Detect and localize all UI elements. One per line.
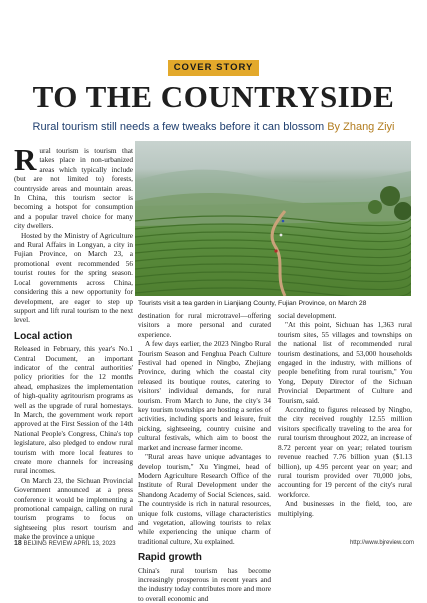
byline: By Zhang Ziyi: [327, 121, 395, 133]
column-2: [138, 311, 271, 603]
column-1: [14, 142, 133, 542]
photo-illustration: [135, 141, 411, 296]
col2-para-4: China's rural tourism has become increasingly prosperous in recent years and the industry today contributes more and more to overall economic and: [138, 565, 271, 603]
page-footer: [14, 540, 414, 550]
drop-cap: R: [14, 142, 37, 177]
footer-publication: BEIJING REVIEW APRIL 13, 2023: [23, 541, 116, 547]
col3-para-1: social development.: [278, 311, 337, 320]
col2-para-1: destination for rural microtravel—offering visitors a more personal and curated experience.: [138, 311, 271, 339]
col2-para-3: "Rural areas have unique advantages to develop tourism," Xu Yingmei, head of Modern Agriculture Research Office of the Institute of Rural Development under the Shandong Academy of Social Sciences, said. The countryside is rich in natural resources, unique folk customs, village characteristics and vegetation, allowing tourists to relax while experiencing the unique charm of traditional culture, Xu explained.: [138, 452, 271, 546]
subhead-text: Rural tourism still needs a few tweaks before it can blossom: [32, 121, 325, 133]
heading-local-action: Local action: [14, 330, 73, 342]
col1-para-1: [14, 142, 133, 231]
page-number: 18: [14, 540, 22, 547]
tea-garden-photo: [135, 141, 411, 296]
section-banner: COVER STORY: [168, 60, 259, 76]
col3-para-4: And businesses in the field, too, are multiplying.: [278, 499, 412, 518]
col3-para-2: "At this point, Sichuan has 1,363 rural tourism sites, 55 villages and townships on the national list of recommended rural tourism destinations, and 53,000 households engaged in the industry, with millions of people benefiting from rural tourism," You Yong, Deputy Director of the Sichuan Provincial Department of Culture and Tourism, said.: [278, 320, 412, 405]
col2-para-2: A few days earlier, the 2023 Ningbo Rural Tourism Season and Fenghua Peach Culture Festival had opened in Ningbo, Zhejiang Province, during which the coastal city released its boutique routes, catering to visitors' individual demands, for rural tourism. From March to June, the city's 34 key tourism townships are hosting a series of activities, including sports and leisure, fruit picking, sightseeing, country cuisine and cultural festivals, which aim to boost the market and increase farmer income.: [138, 339, 271, 452]
col1-para-1-text: ural tourism is tourism that takes place in non-urbanized areas which typically include (but are not limited to) forests, countryside areas and mountain areas. In China, this tourism sector is becoming a hotspot for consumption and a popular travel choice for many city dwellers.: [14, 146, 133, 231]
footer-url[interactable]: http://www.bjreview.com: [349, 540, 414, 546]
headline: TO THE COUNTRYSIDE: [32, 79, 395, 114]
column-3: [278, 311, 412, 518]
col3-para-3: According to figures released by Ningbo, the city received roughly 12.55 million visitors specifically traveling to the area for rural tourism throughout 2022, an increase of 8.72 percent year on year; related tourism revenue reached 7.76 billion yuan ($1.13 billion), up 4.95 percent year on year; and rural tourism provided over 70,000 jobs, accounting for 19 percent of the city's rural workforce.: [278, 405, 412, 499]
col1-para-4: On March 23, the Sichuan Provincial Government announced at a press conference it would be implementing a promotional campaign, calling on rural tourism programs to focus on sightseeing plus resort tourism and make the province a unique: [14, 475, 133, 542]
col1-para-2: Hosted by the Ministry of Agriculture and Rural Affairs in Longyan, a city in Fujian Province, on March 23, a promotional event recommended 56 tourist routes for the spring season. Local governments across China, considering this a new opportunity for development, are eager to step up support and lift rural tourism to the next level.: [14, 230, 133, 325]
subhead: [0, 121, 427, 133]
heading-rapid-growth: Rapid growth: [138, 552, 202, 564]
col1-para-3: Released in February, this year's No.1 Central Document, an important indicator of the central authorities' policy priorities for the 12 months ahead, emphasizes the implementation of high-quality agritourism programs as well as the upgrade of rural homestays. In March, the government work report approved at the First Session of the 14th National People's Congress, China's top legislature, also pledged to endow rural tourism with more local features to create more channels for increasing rural incomes.: [14, 344, 133, 476]
photo-caption: Tourists visit a tea garden in Lianjiang County, Fujian Province, on March 28: [138, 300, 367, 307]
